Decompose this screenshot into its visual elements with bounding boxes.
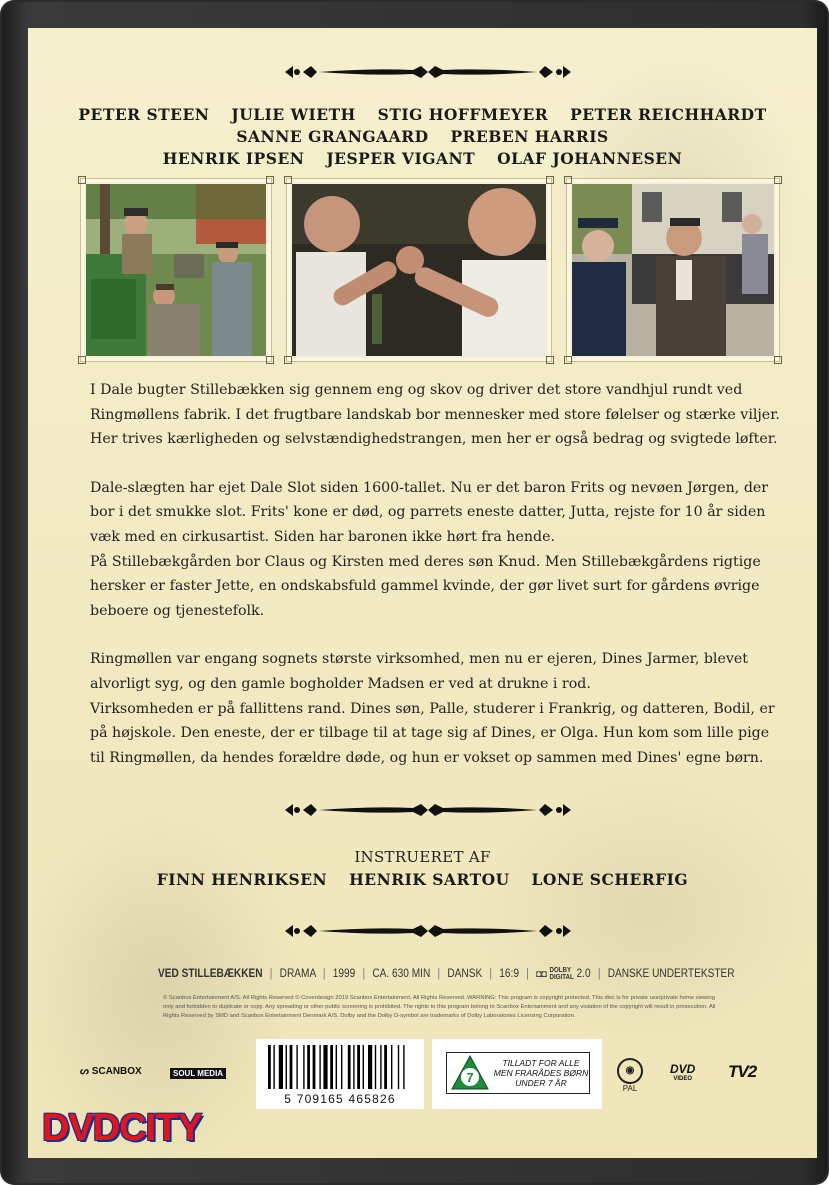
barcode-bar	[357, 1045, 360, 1089]
barcode-bar	[313, 1045, 316, 1089]
ornament-divider-top	[283, 62, 573, 82]
barcode-bar	[290, 1045, 293, 1089]
barcode-bar	[323, 1045, 327, 1089]
scanbox-label: SCANBOX	[91, 1066, 142, 1077]
frame-corner	[546, 176, 554, 184]
cast-line-2	[28, 126, 817, 148]
barcode	[256, 1039, 424, 1109]
barcode-bar	[273, 1045, 274, 1089]
barcode-bar	[279, 1045, 283, 1089]
cast-name: HENRIK IPSEN	[162, 149, 305, 168]
soulmedia-logo: SOUL MEDIA	[170, 1068, 226, 1079]
legal-text: © Scanbox Entertainment A/S. All Rights Reserved © Coverdesign 2019 Scanbox Entertainment. All Rights Reserved. WARNING: This program is copyright protected. This disc is for private use/private home viewing only and forbidden to duplicate or copy. Any spreading or other public screening is prohibited. The rights to this program belong to Scanbox Entertainment and any violation of the copyright will result in prosecution. All Rights Reserved by SMD and Scanbox Entertainment Denmark A/S. Dolby and the Dolby D-symbol are trademarks of Dolby Laboratories Licensing Corporation.	[163, 995, 716, 1019]
separator: |	[489, 968, 493, 981]
barcode-bar	[384, 1045, 387, 1089]
still-photo-street	[566, 178, 780, 362]
separator: |	[526, 968, 529, 981]
tv2-logo: TV2	[728, 1062, 757, 1081]
frame-corner	[564, 356, 572, 364]
barcode-bar	[363, 1045, 364, 1089]
director-name: FINN HENRIKSEN	[156, 870, 328, 889]
barcode-bar	[403, 1045, 404, 1089]
street-scene-image	[572, 184, 774, 356]
separator: |	[322, 968, 326, 981]
specs-title: VED STILLEBÆKKEN	[158, 968, 263, 981]
barcode-bar	[303, 1045, 304, 1089]
arm-wrestling-image	[292, 184, 546, 356]
spec-genre: DRAMA	[279, 968, 316, 981]
dvdcity-watermark: DVDCITY	[42, 1107, 202, 1149]
barcode-bar	[380, 1045, 381, 1089]
still-photo-farm	[80, 178, 272, 362]
ornament-divider-bottom	[283, 921, 573, 941]
spec-year: 1999	[332, 968, 356, 981]
barcode-bar	[341, 1045, 342, 1089]
spec-subtitles: DANSKE UNDERTEKSTER	[607, 968, 735, 981]
director-name: LONE SCHERFIG	[531, 870, 689, 889]
barcode-bar	[398, 1045, 399, 1089]
separator: |	[437, 968, 441, 981]
rating-age: 7	[466, 1070, 474, 1085]
back-cover	[28, 28, 817, 1158]
synopsis-paragraph: I Dale bugter Stillebækken sig gennem eng og skov og driver det store vandhjul rundt ved Ringmøllens fabrik. I det frugtbare landskab bor mennesker med store følelser og stærke viljer. Her trives kærligheden og selvstændighedstrangen, men her er også bedrag og svigtede løfter.	[90, 382, 780, 448]
barcode-bar	[375, 1045, 376, 1089]
separator: |	[362, 968, 366, 981]
barcode-bar	[348, 1045, 351, 1089]
pal-icon: ◉	[617, 1058, 643, 1084]
rating-triangle-icon	[450, 1054, 490, 1092]
pal-logo	[616, 1058, 644, 1093]
barcode-bar	[391, 1045, 392, 1089]
separator: |	[269, 968, 273, 981]
dvd-sub-label: VIDEO	[673, 1076, 692, 1082]
dvd-video-logo	[670, 1062, 695, 1082]
ornament-divider-middle	[283, 800, 573, 820]
tech-specs	[158, 967, 735, 981]
tractor-scene-image	[86, 184, 266, 356]
separator: |	[597, 968, 601, 981]
frame-corner	[546, 356, 554, 364]
spec-runtime: CA. 630 MIN	[372, 968, 431, 981]
director-label: INSTRUERET AF	[354, 848, 491, 866]
barcode-bar	[286, 1045, 287, 1089]
barcode-bar	[330, 1045, 333, 1089]
director-names	[28, 870, 817, 889]
still-photo-arm-wrestling	[286, 178, 552, 362]
cast-name: PETER REICHHARDT	[570, 105, 767, 124]
frame-corner	[774, 356, 782, 364]
frame-corner	[774, 176, 782, 184]
spec-language: DANSK	[447, 968, 483, 981]
cast-name: JESPER VIGANT	[326, 149, 476, 168]
dolby-bottom: DIGITAL	[549, 974, 574, 981]
frame-corner	[78, 356, 86, 364]
pal-label: PAL	[622, 1084, 638, 1093]
cast-name: PETER STEEN	[78, 105, 210, 124]
cast-name: JULIE WIETH	[231, 105, 356, 124]
cast-line-3	[28, 148, 817, 170]
spec-audio: 2.0	[576, 968, 591, 981]
frame-corner	[564, 176, 572, 184]
scanbox-icon: ᔕ	[80, 1066, 89, 1077]
rating-text: TILLADT FOR ALLE MEN FRARÅDES BØRN UNDER 7 ÅR	[493, 1058, 589, 1088]
barcode-bar	[307, 1045, 310, 1089]
cast-name: STIG HOFFMEYER	[377, 105, 549, 124]
barcode-bar	[353, 1045, 354, 1089]
barcode-bar	[268, 1045, 271, 1089]
barcode-bars	[256, 1039, 424, 1095]
director-name: HENRIK SARTOU	[349, 870, 510, 889]
frame-corner	[78, 176, 86, 184]
synopsis-paragraph: Virksomheden er på fallittens rand. Dines søn, Palle, studerer i Frankrig, og datteren, Bodil, er på højskole. Den eneste, der er tilbage til at tage sig af Dines, er Olga. Hun kom som lille pige til Ringmøllen, da hendes forældre døde, og hun er vokset op sammen med Dines' egne børn.	[90, 700, 775, 766]
cast-name: SANNE GRANGAARD	[236, 127, 429, 146]
cast-name: OLAF JOHANNESEN	[497, 149, 683, 168]
spec-aspect: 16:9	[499, 968, 519, 981]
synopsis	[90, 378, 780, 794]
dolby-icon: ◘◘	[536, 969, 547, 981]
dolby-logo	[550, 967, 574, 981]
barcode-bar	[296, 1045, 297, 1089]
barcode-number: 5 709165 465826	[284, 1092, 396, 1106]
scanbox-logo	[80, 1066, 142, 1077]
synopsis-paragraph: Ringmøllen var engang sognets største virksomhed, men nu er ejeren, Dines Jarmer, blevet alvorligt syg, og den gamle bogholder Madsen er ved at drukne i rod.	[90, 651, 748, 692]
frame-corner	[266, 356, 274, 364]
cast-name: PREBEN HARRIS	[450, 127, 609, 146]
dolby-top: DOLBY	[549, 967, 572, 974]
frame-corner	[284, 176, 292, 184]
cast-line-1	[28, 104, 817, 126]
age-rating	[432, 1039, 602, 1109]
barcode-bar	[319, 1045, 320, 1089]
frame-corner	[284, 356, 292, 364]
barcode-bar	[368, 1045, 372, 1089]
dvd-label: DVD	[670, 1062, 696, 1076]
synopsis-paragraph: Dale-slægten har ejet Dale Slot siden 1600-tallet. Nu er det baron Frits og nevøen Jørgen, der bor i det smukke slot. Frits' kone er død, og parrets eneste datter, Jutta, rejste for 10 år siden væk med en cirkusartist. Siden har baronen ikke hørt fra hende.	[90, 479, 769, 545]
synopsis-paragraph: På Stillebækgården bor Claus og Kirsten med deres søn Knud. Men Stillebækgårdens rigtige hersker er faster Jette, en ondskabsfuld gammel kvinde, der gør livet surt for gårdens øvrige beboere og tjenestefolk.	[90, 553, 761, 619]
frame-corner	[266, 176, 274, 184]
rating-frame	[446, 1052, 590, 1094]
barcode-bar	[336, 1045, 337, 1089]
